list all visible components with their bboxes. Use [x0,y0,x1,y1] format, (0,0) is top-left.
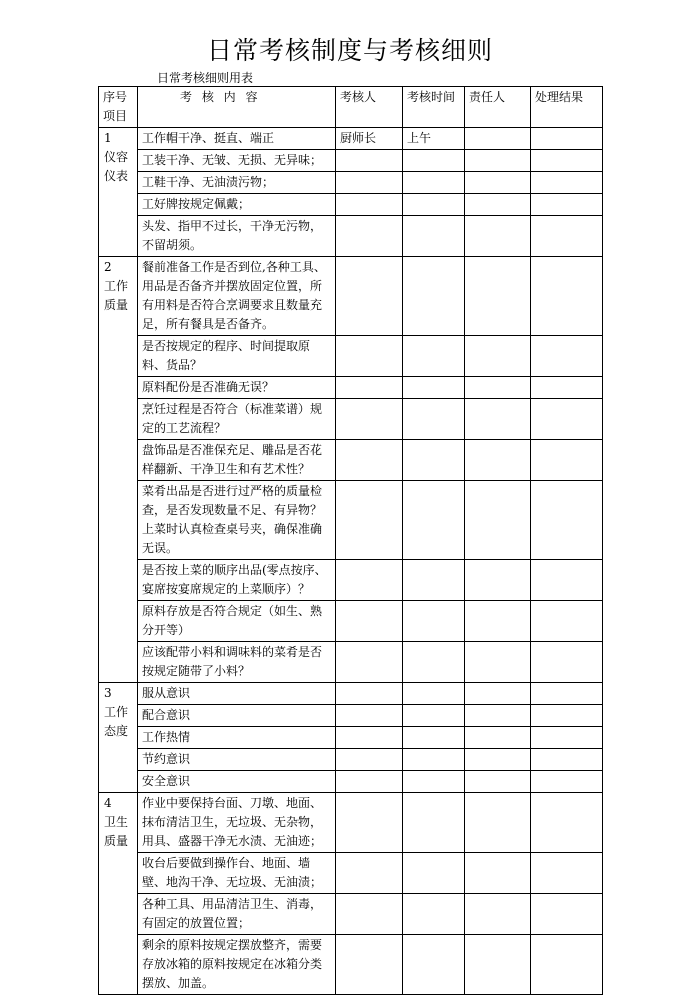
header-assessor: 考核人 [336,87,403,128]
table-row [99,853,603,894]
criteria-text: 原料配份是否准确无误？ [138,377,336,399]
time-cell [403,216,465,257]
assessor-cell [336,727,403,749]
table-row [99,793,603,853]
result-cell [531,194,603,216]
responsible-cell [465,399,531,440]
table-row [99,683,603,705]
criteria-text: 工装干净、无皱、无损、无异味； [138,150,336,172]
assessor-cell [336,771,403,793]
table-row [99,560,603,601]
assessor-cell [336,216,403,257]
section-label-cell [99,128,138,257]
header-index-item [99,87,138,128]
result-cell [531,601,603,642]
assessor-cell [336,705,403,727]
time-cell [403,705,465,727]
result-cell [531,560,603,601]
responsible-cell [465,894,531,935]
criteria-text: 是否按规定的程序、时间提取原料、货品？ [138,336,336,377]
table-row [99,481,603,560]
assessor-cell [336,172,403,194]
table-row [99,216,603,257]
time-cell [403,336,465,377]
criteria-text: 菜肴出品是否进行过严格的质量检查，是否发现数量不足、有异物？上菜时认真检查桌号夹，确保准确无误。 [138,481,336,560]
section-name: 仪表 [104,169,129,183]
time-cell [403,601,465,642]
table-row [99,705,603,727]
assessor-cell [336,935,403,995]
responsible-cell [465,749,531,771]
time-cell [403,440,465,481]
header-content: 考 核 内 容 [138,87,336,128]
result-cell [531,705,603,727]
result-cell [531,793,603,853]
responsible-cell [465,194,531,216]
section-label-cell [99,683,138,793]
section-number: 2 [104,260,112,274]
responsible-cell [465,771,531,793]
result-cell [531,336,603,377]
header-time: 考核时间 [403,87,465,128]
section-name: 质量 [104,834,129,848]
table-caption: 日常考核细则用表 [157,71,254,85]
responsible-cell [465,705,531,727]
criteria-text: 工好牌按规定佩戴； [138,194,336,216]
time-cell [403,935,465,995]
responsible-cell [465,727,531,749]
responsible-cell [465,128,531,150]
section-name: 仪容 [104,150,129,164]
responsible-cell [465,257,531,336]
responsible-cell [465,481,531,560]
result-cell [531,749,603,771]
result-cell [531,683,603,705]
time-cell [403,257,465,336]
assessor-cell [336,853,403,894]
criteria-text: 是否按上菜的顺序出品(零点按序、宴席按宴席规定的上菜顺序）？ [138,560,336,601]
assessor-cell [336,440,403,481]
time-cell [403,793,465,853]
criteria-text: 剩余的原料按规定摆放整齐，需要存放冰箱的原料按规定在冰箱分类摆放、加盖。 [138,935,336,995]
section-label-cell [99,793,138,995]
criteria-text: 烹饪过程是否符合（标准菜谱）规定的工艺流程？ [138,399,336,440]
table-row [99,642,603,683]
assessor-cell [336,399,403,440]
assessor-cell [336,894,403,935]
result-cell [531,853,603,894]
result-cell [531,128,603,150]
time-cell [403,894,465,935]
time-cell [403,560,465,601]
time-cell [403,150,465,172]
page-title: 日常考核制度与考核细则 [206,36,493,65]
criteria-text: 原料存放是否符合规定（如生、熟分开等） [138,601,336,642]
result-cell [531,894,603,935]
assessor-cell [336,749,403,771]
responsible-cell [465,172,531,194]
result-cell [531,771,603,793]
responsible-cell [465,793,531,853]
result-cell [531,440,603,481]
time-cell [403,727,465,749]
time-cell [403,642,465,683]
header-row [99,87,603,128]
responsible-cell [465,642,531,683]
table-row [99,771,603,793]
assessor-cell [336,336,403,377]
section-name: 态度 [104,724,129,738]
responsible-cell [465,601,531,642]
time-cell [403,172,465,194]
assessor-cell [336,601,403,642]
assessor-cell [336,683,403,705]
responsible-cell [465,377,531,399]
result-cell [531,935,603,995]
result-cell [531,727,603,749]
result-cell [531,216,603,257]
table-row [99,336,603,377]
header-item-label: 项目 [103,109,128,123]
table-row [99,935,603,995]
result-cell [531,399,603,440]
section-number: 1 [104,131,112,145]
criteria-text: 盘饰品是否准保充足、雕品是否花样翻新、干净卫生和有艺术性？ [138,440,336,481]
result-cell [531,642,603,683]
criteria-text: 应该配带小料和调味料的菜肴是否按规定随带了小料？ [138,642,336,683]
section-number: 4 [104,796,112,810]
section-label-cell [99,257,138,683]
time-cell: 上午 [403,128,465,150]
table-row [99,749,603,771]
assessor-cell [336,257,403,336]
criteria-text: 头发、指甲不过长，干净无污物，不留胡须。 [138,216,336,257]
assessor-cell [336,377,403,399]
table-row [99,727,603,749]
responsible-cell [465,853,531,894]
assessor-cell [336,560,403,601]
assessor-cell [336,194,403,216]
table-row [99,601,603,642]
table-row [99,128,603,150]
section-name: 工作 [104,705,129,719]
time-cell [403,853,465,894]
criteria-text: 服从意识 [138,683,336,705]
responsible-cell [465,683,531,705]
assessor-cell [336,150,403,172]
section-name: 卫生 [104,815,129,829]
result-cell [531,150,603,172]
section-name: 工作 [104,279,129,293]
time-cell [403,749,465,771]
responsible-cell [465,560,531,601]
result-cell [531,172,603,194]
table-row [99,194,603,216]
assessment-table [98,86,603,995]
criteria-text: 作业中要保持台面、刀墩、地面、抹布清洁卫生，无垃圾、无杂物，用具、盛器干净无水渍、无油迹； [138,793,336,853]
criteria-text: 餐前准备工作是否到位,各种工具、用品是否备齐并摆放固定位置，所有用料是否符合烹调要求且数量充足，所有餐具是否备齐。 [138,257,336,336]
section-number: 3 [104,686,112,700]
table-row [99,257,603,336]
assessor-cell [336,481,403,560]
responsible-cell [465,440,531,481]
assessor-cell [336,642,403,683]
criteria-text: 收台后要做到操作台、地面、墙壁、地沟干净、无垃圾、无油渍； [138,853,336,894]
table-row [99,172,603,194]
criteria-text: 工鞋干净、无油渍污物； [138,172,336,194]
criteria-text: 节约意识 [138,749,336,771]
criteria-text: 工作帽干净、挺直、端正 [138,128,336,150]
table-row [99,440,603,481]
time-cell [403,771,465,793]
time-cell [403,194,465,216]
assessor-cell [336,793,403,853]
result-cell [531,481,603,560]
table-row [99,150,603,172]
result-cell [531,377,603,399]
criteria-text: 安全意识 [138,771,336,793]
responsible-cell [465,150,531,172]
responsible-cell [465,935,531,995]
table-row [99,377,603,399]
section-name: 质量 [104,298,129,312]
header-index-label: 序号 [103,90,128,104]
time-cell [403,683,465,705]
responsible-cell [465,216,531,257]
responsible-cell [465,336,531,377]
table-body [99,128,603,995]
table-row [99,894,603,935]
time-cell [403,481,465,560]
result-cell [531,257,603,336]
criteria-text: 工作热情 [138,727,336,749]
time-cell [403,399,465,440]
assessor-cell: 厨师长 [336,128,403,150]
criteria-text: 各种工具、用品清洁卫生、消毒，有固定的放置位置； [138,894,336,935]
header-result: 处理结果 [531,87,603,128]
criteria-text: 配合意识 [138,705,336,727]
header-responsible: 责任人 [465,87,531,128]
table-row [99,399,603,440]
time-cell [403,377,465,399]
